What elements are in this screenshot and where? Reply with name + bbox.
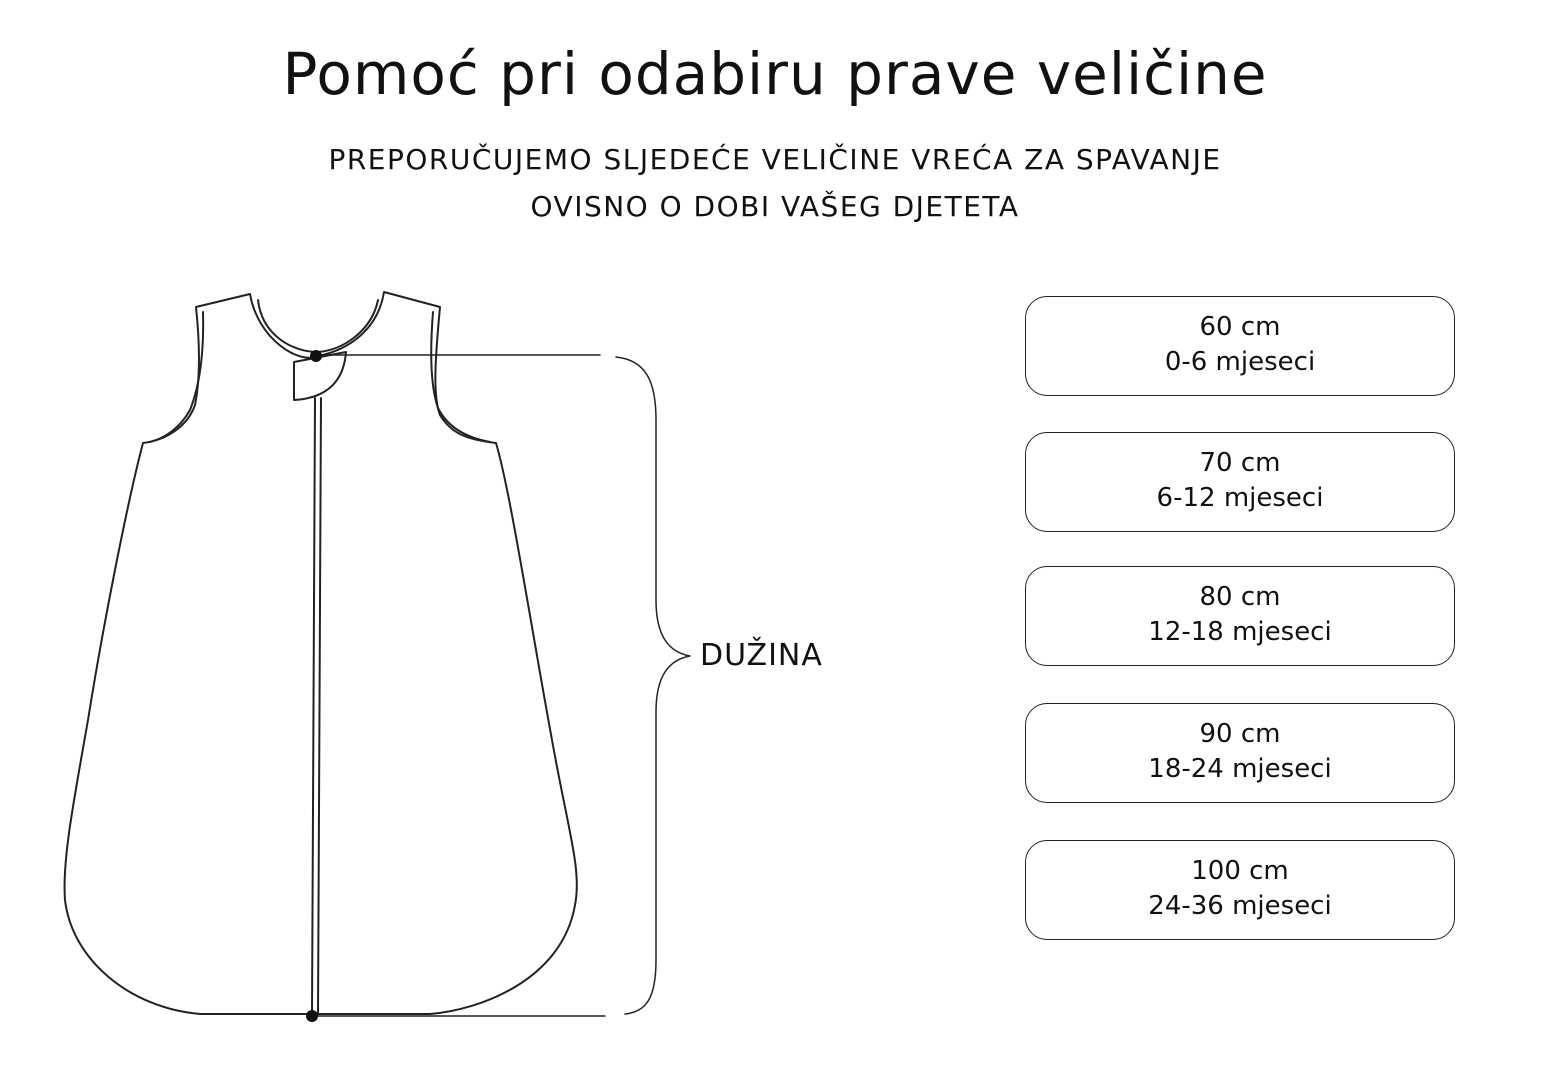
- size-cm: 90 cm: [1199, 719, 1281, 749]
- size-box-90: [1025, 703, 1455, 803]
- right-armhole-line: [431, 312, 490, 442]
- size-cm: 80 cm: [1199, 582, 1281, 612]
- size-age: 18-24 mjeseci: [1148, 754, 1332, 784]
- size-age: 12-18 mjeseci: [1148, 617, 1332, 647]
- size-age: 24-36 mjeseci: [1148, 891, 1332, 921]
- page-title: Pomoć pri odabiru prave veličine: [282, 40, 1268, 108]
- subtitle-line-1: PREPORUČUJEMO SLJEDEĆE VELIČINE VREĆA ZA SPAVANJE: [328, 143, 1222, 176]
- size-box-60: [1025, 296, 1455, 396]
- zipper-line-left: [312, 398, 315, 1014]
- left-armhole-line: [150, 312, 203, 442]
- top-measure-dot: [310, 350, 322, 362]
- size-cm: 60 cm: [1199, 312, 1281, 342]
- size-cm: 70 cm: [1199, 448, 1281, 478]
- size-box-80: [1025, 566, 1455, 666]
- length-bracket: [616, 357, 690, 1014]
- size-age: 0-6 mjeseci: [1164, 347, 1316, 377]
- length-label: DUŽINA: [700, 638, 823, 673]
- size-cm: 100 cm: [1191, 856, 1289, 886]
- size-box-100: [1025, 840, 1455, 940]
- size-age: 6-12 mjeseci: [1156, 483, 1324, 513]
- subtitle-line-2: OVISNO O DOBI VAŠEG DJETETA: [530, 190, 1020, 223]
- collar-inner-line: [258, 300, 378, 352]
- size-box-70: [1025, 432, 1455, 532]
- bottom-measure-dot: [306, 1010, 318, 1022]
- zipper-line-right: [318, 398, 321, 1014]
